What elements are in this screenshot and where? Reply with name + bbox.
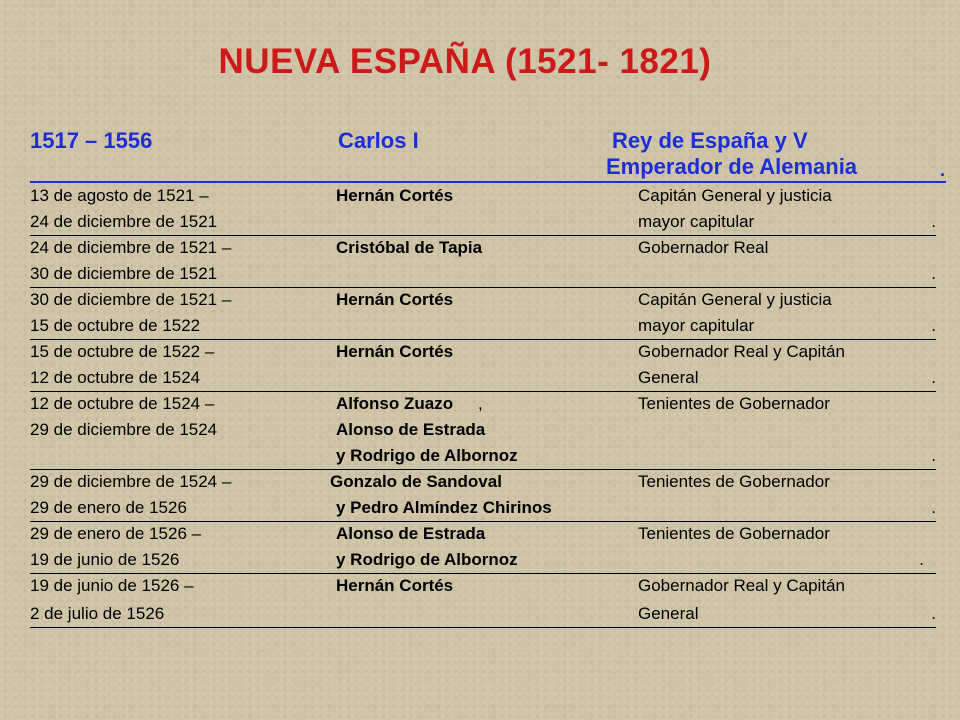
office-title: Capitán General y justicia xyxy=(638,290,832,309)
official-name: Hernán Cortés xyxy=(336,576,454,595)
table-row xyxy=(30,417,936,443)
table-row xyxy=(30,601,936,628)
term-date: 30 de diciembre de 1521 xyxy=(30,264,218,283)
header-end-mark: . xyxy=(940,160,946,180)
table-row xyxy=(30,183,936,209)
office-title: Capitán General y justicia xyxy=(638,186,832,205)
row-end-mark: . xyxy=(931,264,936,283)
official-name: Gonzalo de Sandoval xyxy=(330,472,502,491)
office-title: Gobernador Real xyxy=(638,238,769,257)
official-name: Cristóbal de Tapia xyxy=(336,238,483,257)
office-title: Tenientes de Gobernador xyxy=(638,472,830,491)
term-date: 29 de diciembre de 1524 xyxy=(30,420,218,439)
office-title: Tenientes de Gobernador xyxy=(638,394,830,413)
term-date: 29 de diciembre de 1524 – xyxy=(30,472,232,491)
term-date: 19 de junio de 1526 xyxy=(30,550,180,569)
table-row xyxy=(30,469,936,495)
term-date: 15 de octubre de 1522 – xyxy=(30,342,215,361)
office-title: mayor capitular xyxy=(638,212,755,231)
term-date: 13 de agosto de 1521 – xyxy=(30,186,209,205)
table-row xyxy=(30,391,936,417)
table-row xyxy=(30,573,936,599)
term-date: 29 de enero de 1526 – xyxy=(30,524,202,543)
king-name: Carlos I xyxy=(338,128,419,153)
term-date: 30 de diciembre de 1521 – xyxy=(30,290,232,309)
official-name: y Rodrigo de Albornoz xyxy=(336,446,518,465)
official-name: y Pedro Almíndez Chirinos xyxy=(336,498,552,517)
official-name: y Rodrigo de Albornoz xyxy=(336,550,518,569)
term-date: 29 de enero de 1526 xyxy=(30,498,187,517)
official-name: Hernán Cortés xyxy=(336,186,454,205)
office-title: General xyxy=(638,604,699,623)
king-title-line1: Rey de España y V xyxy=(612,128,808,153)
table-row xyxy=(30,521,936,547)
table-row xyxy=(30,365,936,392)
row-end-mark: . xyxy=(931,212,936,231)
official-name: Alonso de Estrada xyxy=(336,420,486,439)
row-end-mark: . xyxy=(931,446,936,465)
term-date: 2 de julio de 1526 xyxy=(30,604,165,623)
table-row xyxy=(30,261,936,288)
office-title: mayor capitular xyxy=(638,316,755,335)
table-row xyxy=(30,443,936,470)
table-row xyxy=(30,209,936,236)
row-end-mark: . xyxy=(931,368,936,387)
page-title: NUEVA ESPAÑA (1521- 1821) xyxy=(218,42,712,81)
term-date: 12 de octubre de 1524 – xyxy=(30,394,215,413)
office-title: Tenientes de Gobernador xyxy=(638,524,830,543)
table-row xyxy=(30,339,936,365)
row-end-mark: . xyxy=(931,316,936,335)
official-name: Alfonso Zuazo xyxy=(336,394,454,413)
term-date: 15 de octubre de 1522 xyxy=(30,316,201,335)
official-name: Hernán Cortés xyxy=(336,290,454,309)
row-end-mark: . xyxy=(931,604,936,623)
term-date: 19 de junio de 1526 – xyxy=(30,576,194,595)
row-end-mark: . xyxy=(919,550,924,569)
reign-years: 1517 – 1556 xyxy=(30,128,153,153)
official-name: Hernán Cortés xyxy=(336,342,454,361)
table-row xyxy=(30,313,936,340)
office-title: Gobernador Real y Capitán xyxy=(638,342,845,361)
term-date: 12 de octubre de 1524 xyxy=(30,368,201,387)
table-row xyxy=(30,287,936,313)
table-row xyxy=(30,495,936,522)
name-suffix: , xyxy=(478,394,483,413)
office-title: Gobernador Real y Capitán xyxy=(638,576,845,595)
table-row xyxy=(30,235,936,261)
row-end-mark: . xyxy=(931,498,936,517)
table-row xyxy=(30,547,936,574)
term-date: 24 de diciembre de 1521 xyxy=(30,212,218,231)
term-date: 24 de diciembre de 1521 – xyxy=(30,238,232,257)
king-title-line2: Emperador de Alemania xyxy=(606,154,858,179)
office-title: General xyxy=(638,368,699,387)
official-name: Alonso de Estrada xyxy=(336,524,486,543)
